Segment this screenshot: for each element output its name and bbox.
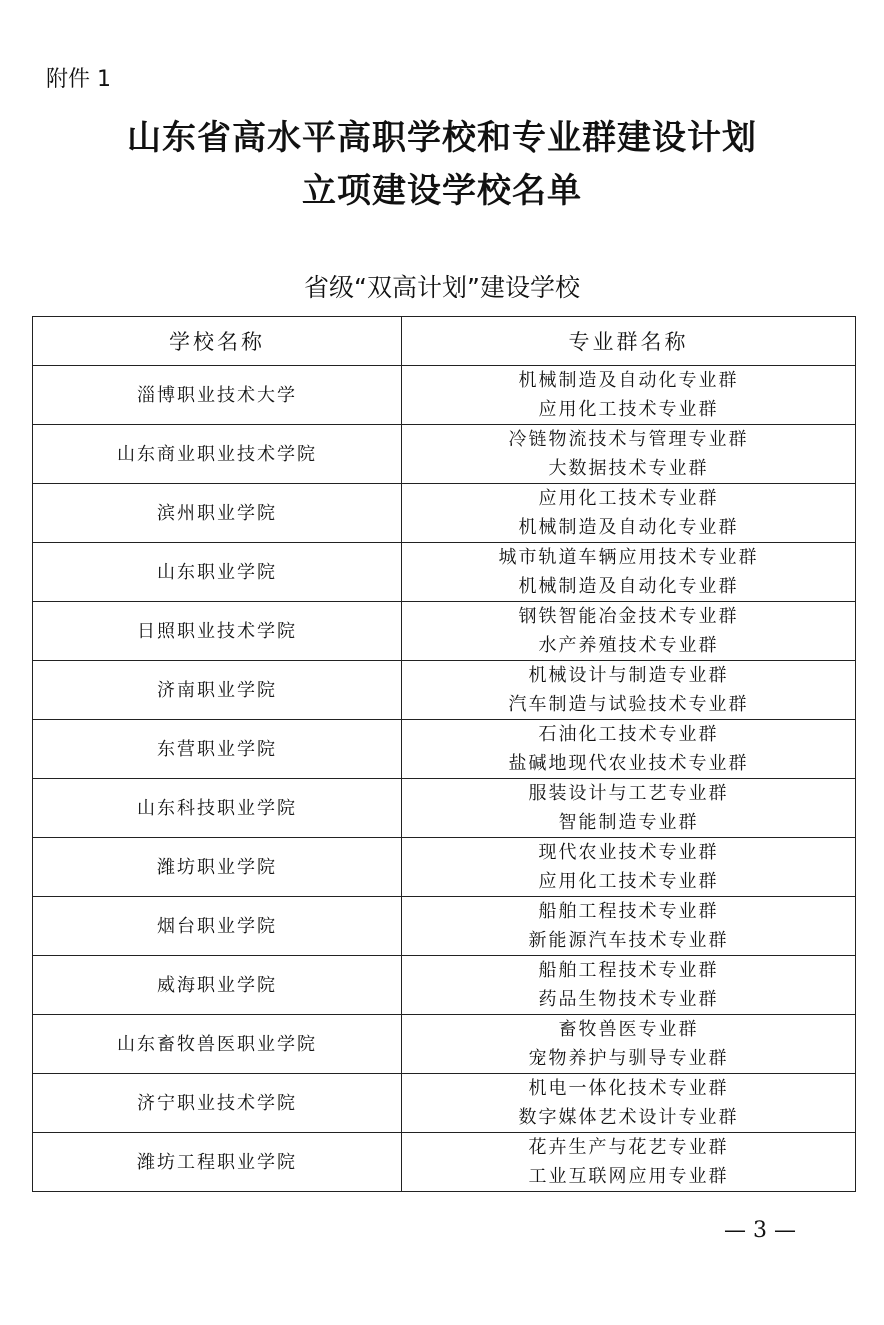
major-group-name: 新能源汽车技术专业群 (528, 930, 729, 951)
major-groups-cell (402, 838, 856, 897)
major-groups-cell (402, 779, 856, 838)
table-row (33, 543, 856, 602)
major-group-name: 机械制造及自动化专业群 (518, 370, 739, 391)
major-groups-cell (402, 366, 856, 425)
school-name-cell: 山东科技职业学院 (33, 779, 402, 838)
table-row (33, 366, 856, 425)
major-group-name: 宠物养护与驯导专业群 (528, 1048, 729, 1069)
major-group-name: 船舶工程技术专业群 (538, 901, 719, 922)
major-group-name: 应用化工技术专业群 (538, 488, 719, 509)
table-row (33, 720, 856, 779)
major-group-name: 应用化工技术专业群 (538, 399, 719, 420)
major-group-name: 船舶工程技术专业群 (538, 960, 719, 981)
school-name-cell: 山东职业学院 (33, 543, 402, 602)
major-group-name: 石油化工技术专业群 (538, 724, 719, 745)
major-group-name: 应用化工技术专业群 (538, 871, 719, 892)
table-header-row (33, 317, 856, 366)
major-group-name: 机械制造及自动化专业群 (518, 576, 739, 597)
table-row (33, 779, 856, 838)
school-name-cell: 济宁职业技术学院 (33, 1074, 402, 1133)
major-group-name: 冷链物流技术与管理专业群 (508, 429, 749, 450)
major-group-name: 工业互联网应用专业群 (528, 1166, 729, 1187)
major-group-name: 盐碱地现代农业技术专业群 (508, 753, 749, 774)
annex-label: 附件 1 (46, 67, 111, 92)
major-group-name: 花卉生产与花艺专业群 (528, 1137, 729, 1158)
major-group-name: 服装设计与工艺专业群 (528, 783, 729, 804)
header-major-group-name: 专业群名称 (402, 317, 856, 366)
table-row (33, 484, 856, 543)
major-group-name: 机械设计与制造专业群 (528, 665, 729, 686)
school-name-cell: 山东商业职业技术学院 (33, 425, 402, 484)
header-school-name: 学校名称 (33, 317, 402, 366)
major-groups-cell (402, 543, 856, 602)
table-row (33, 1015, 856, 1074)
major-groups-cell (402, 720, 856, 779)
school-name-cell: 潍坊工程职业学院 (33, 1133, 402, 1192)
document-title-line-1: 山东省高水平高职学校和专业群建设计划 (127, 118, 757, 158)
major-group-name: 大数据技术专业群 (548, 458, 709, 479)
school-name-cell: 滨州职业学院 (33, 484, 402, 543)
school-name-cell: 潍坊职业学院 (33, 838, 402, 897)
document-title-line-2: 立项建设学校名单 (302, 171, 582, 211)
major-group-name: 机电一体化技术专业群 (528, 1078, 729, 1099)
major-group-name: 汽车制造与试验技术专业群 (508, 694, 749, 715)
major-group-name: 城市轨道车辆应用技术专业群 (498, 547, 759, 568)
major-groups-cell (402, 425, 856, 484)
major-group-name: 智能制造专业群 (558, 812, 699, 833)
table-row (33, 838, 856, 897)
school-name-cell: 淄博职业技术大学 (33, 366, 402, 425)
school-list-table (32, 316, 856, 1192)
major-group-name: 水产养殖技术专业群 (538, 635, 719, 656)
major-group-name: 现代农业技术专业群 (538, 842, 719, 863)
table-row (33, 956, 856, 1015)
school-name-cell: 威海职业学院 (33, 956, 402, 1015)
table-row (33, 425, 856, 484)
major-groups-cell (402, 1133, 856, 1192)
table-body (33, 366, 856, 1192)
table-row (33, 661, 856, 720)
major-group-name: 机械制造及自动化专业群 (518, 517, 739, 538)
major-groups-cell (402, 602, 856, 661)
school-name-cell: 东营职业学院 (33, 720, 402, 779)
table-row (33, 897, 856, 956)
school-name-cell: 山东畜牧兽医职业学院 (33, 1015, 402, 1074)
table-row (33, 602, 856, 661)
major-group-name: 钢铁智能冶金技术专业群 (518, 606, 739, 627)
section-title: 省级“双高计划”建设学校 (304, 273, 580, 302)
school-name-cell: 烟台职业学院 (33, 897, 402, 956)
page-number: — 3 — (724, 1218, 796, 1243)
major-groups-cell (402, 484, 856, 543)
major-group-name: 数字媒体艺术设计专业群 (518, 1107, 739, 1128)
school-name-cell: 日照职业技术学院 (33, 602, 402, 661)
major-group-name: 药品生物技术专业群 (538, 989, 719, 1010)
table-row (33, 1133, 856, 1192)
major-groups-cell (402, 1074, 856, 1133)
school-name-cell: 济南职业学院 (33, 661, 402, 720)
major-groups-cell (402, 956, 856, 1015)
major-group-name: 畜牧兽医专业群 (558, 1019, 699, 1040)
major-groups-cell (402, 897, 856, 956)
major-groups-cell (402, 661, 856, 720)
table-row (33, 1074, 856, 1133)
major-groups-cell (402, 1015, 856, 1074)
